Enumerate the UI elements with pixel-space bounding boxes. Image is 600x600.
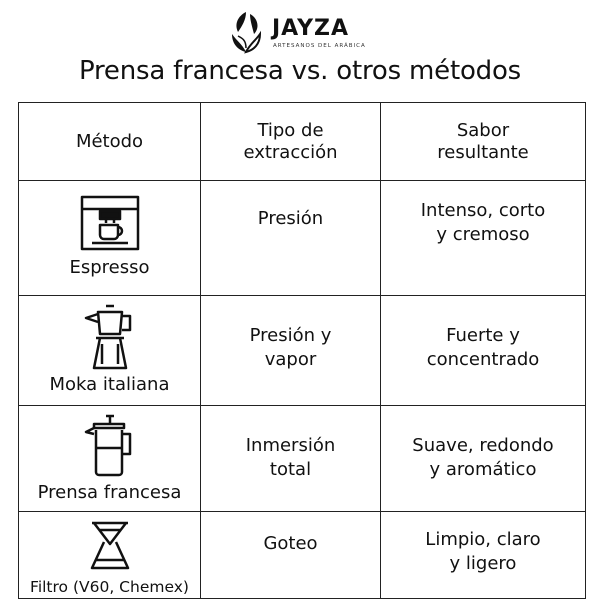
french-press-icon	[82, 414, 138, 478]
extraction-cell: Presión	[201, 181, 381, 296]
table-row	[19, 512, 586, 599]
method-label: Filtro (V60, Chemex)	[30, 578, 189, 596]
pour-over-filter-icon	[84, 520, 136, 574]
page-title: Prensa francesa vs. otros métodos	[78, 56, 522, 86]
flavor-cell: Limpio, claro y ligero	[381, 512, 586, 599]
extraction-cell: Goteo	[201, 512, 381, 599]
flavor-cell: Fuerte y concentrado	[381, 296, 586, 406]
header-method: Método	[19, 103, 201, 181]
method-cell	[19, 181, 201, 296]
brand-header	[224, 8, 384, 56]
espresso-machine-icon	[78, 193, 142, 253]
flavor-cell: Intenso, corto y cremoso	[381, 181, 586, 296]
method-label: Prensa francesa	[37, 482, 182, 503]
comparison-table	[18, 102, 586, 599]
method-label: Espresso	[69, 257, 150, 278]
method-cell	[19, 296, 201, 406]
extraction-cell: Presión y vapor	[201, 296, 381, 406]
header-extraction: Tipo de extracción	[201, 103, 381, 181]
brand-tagline: ARTESANOS DEL ARÁBICA	[273, 43, 366, 49]
flavor-cell: Suave, redondo y aromático	[381, 406, 586, 512]
coffee-leaf-logo-icon	[224, 8, 268, 56]
method-label: Moka italiana	[49, 374, 170, 395]
extraction-cell: Inmersión total	[201, 406, 381, 512]
header-flavor: Sabor resultante	[381, 103, 586, 181]
moka-pot-icon	[82, 304, 138, 372]
table-row	[19, 296, 586, 406]
brand-name: JAYZA	[272, 16, 350, 41]
table-row	[19, 181, 586, 296]
table-header-row	[19, 103, 586, 181]
table-row	[19, 406, 586, 512]
method-cell	[19, 406, 201, 512]
method-cell	[19, 512, 201, 599]
